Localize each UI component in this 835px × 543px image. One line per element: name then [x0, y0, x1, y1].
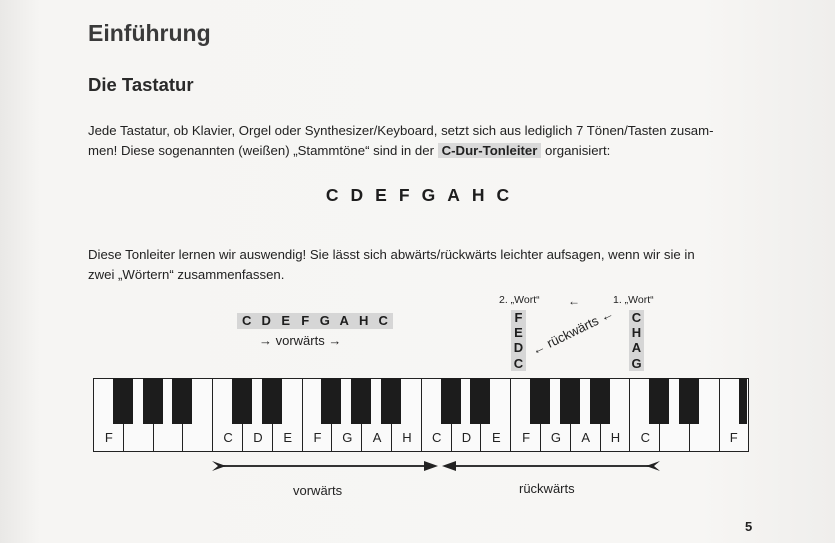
backward-arrow-head [442, 461, 456, 471]
memorize-line-1: Diese Tonleiter lernen wir auswendig! Sie lässt sich abwärts/rückwärts leichter aufsagen, wenn wir sie in [88, 247, 695, 262]
word-2-note: D [513, 340, 524, 356]
white-key-label: A [372, 430, 382, 445]
scale-note: C [325, 185, 339, 205]
word-1-column [629, 310, 644, 371]
white-key-label: G [550, 430, 561, 445]
word-1-note: C [631, 310, 642, 325]
black-key [470, 378, 490, 424]
black-key [321, 378, 341, 424]
black-key [560, 378, 580, 424]
c-major-scale [0, 185, 835, 206]
intro-line-2-end: organisiert: [541, 143, 611, 158]
white-key-label: H [610, 430, 621, 445]
word-2-label: 2. „Wort“ [499, 294, 540, 306]
black-key [381, 378, 401, 424]
black-key [679, 378, 699, 424]
black-key [172, 378, 192, 424]
white-key-label: D [461, 430, 472, 445]
strip-note: E [281, 313, 291, 328]
memorize-line-2: zwei „Wörtern“ zusammenfassen. [88, 267, 285, 282]
white-key-label: C [432, 430, 442, 445]
strip-note: C [242, 313, 252, 328]
left-arrow: ← [568, 294, 580, 308]
word-1-note: A [631, 340, 642, 356]
white-key-label: F [104, 430, 113, 445]
scale-note: G [421, 185, 436, 205]
strip-note: A [339, 313, 349, 328]
strip-note: D [261, 313, 271, 328]
intro-paragraph [88, 121, 768, 161]
strip-note: G [319, 313, 330, 328]
white-key-label: C [640, 430, 650, 445]
white-key-label: F [313, 430, 322, 445]
white-key-label: E [283, 430, 293, 445]
white-key-label: C [223, 430, 233, 445]
forward-arrow-label: → vorwärts → [259, 333, 342, 348]
scale-note: D [350, 185, 364, 205]
black-key [113, 378, 133, 424]
intro-line-2-start: men! Diese sogenannten (weißen) „Stammtöne“ sind in der [88, 143, 438, 158]
memorize-paragraph [88, 245, 768, 285]
page-number: 5 [745, 519, 753, 534]
word-1-label: 1. „Wort“ [613, 294, 654, 306]
black-key [739, 378, 747, 424]
forward-label: vorwärts [293, 483, 343, 498]
word-1-note: H [631, 325, 642, 341]
word-2-note: F [514, 310, 523, 325]
black-key [441, 378, 461, 424]
strip-note: F [301, 313, 310, 328]
scale-note: E [375, 185, 387, 205]
black-key [262, 378, 282, 424]
white-key-label: A [581, 430, 591, 445]
white-key-label: G [342, 430, 353, 445]
forward-arrow-tail [212, 461, 226, 471]
scale-note: C [496, 185, 510, 205]
scale-note: F [398, 185, 410, 205]
forward-scale-strip [237, 313, 393, 329]
backward-arrow-tail [646, 461, 660, 471]
black-key [351, 378, 371, 424]
strip-note: H [359, 313, 369, 328]
white-key-label: E [491, 430, 501, 445]
scale-note: A [447, 185, 460, 205]
direction-arrows [210, 458, 670, 474]
word-1-note: G [631, 355, 642, 371]
black-key [649, 378, 669, 424]
black-key [590, 378, 610, 424]
word-2-note: C [513, 355, 524, 371]
intro-line-1: Jede Tastatur, ob Klavier, Orgel oder Synthesizer/Keyboard, setzt sich aus lediglich 7 Tönen/Tasten zusam- [88, 123, 714, 138]
black-key [143, 378, 163, 424]
forward-arrow-head [424, 461, 438, 471]
white-key-label: F [729, 430, 738, 445]
scale-note: H [471, 185, 485, 205]
backward-label: rückwärts [519, 481, 575, 496]
backward-diagonal-label: ← rückwärts ← [529, 305, 616, 358]
page-title: Einführung [88, 20, 211, 46]
word-2-note: E [514, 325, 523, 341]
c-major-highlight: C-Dur-Tonleiter [438, 143, 542, 158]
piano-keyboard [93, 378, 747, 453]
white-key-label: D [253, 430, 263, 445]
word-2-column [511, 310, 526, 371]
white-key-label: F [522, 430, 531, 445]
black-key [530, 378, 550, 424]
black-key [232, 378, 252, 424]
strip-note: C [378, 313, 388, 328]
white-key-label: H [402, 430, 412, 445]
section-title: Die Tastatur [88, 74, 194, 95]
